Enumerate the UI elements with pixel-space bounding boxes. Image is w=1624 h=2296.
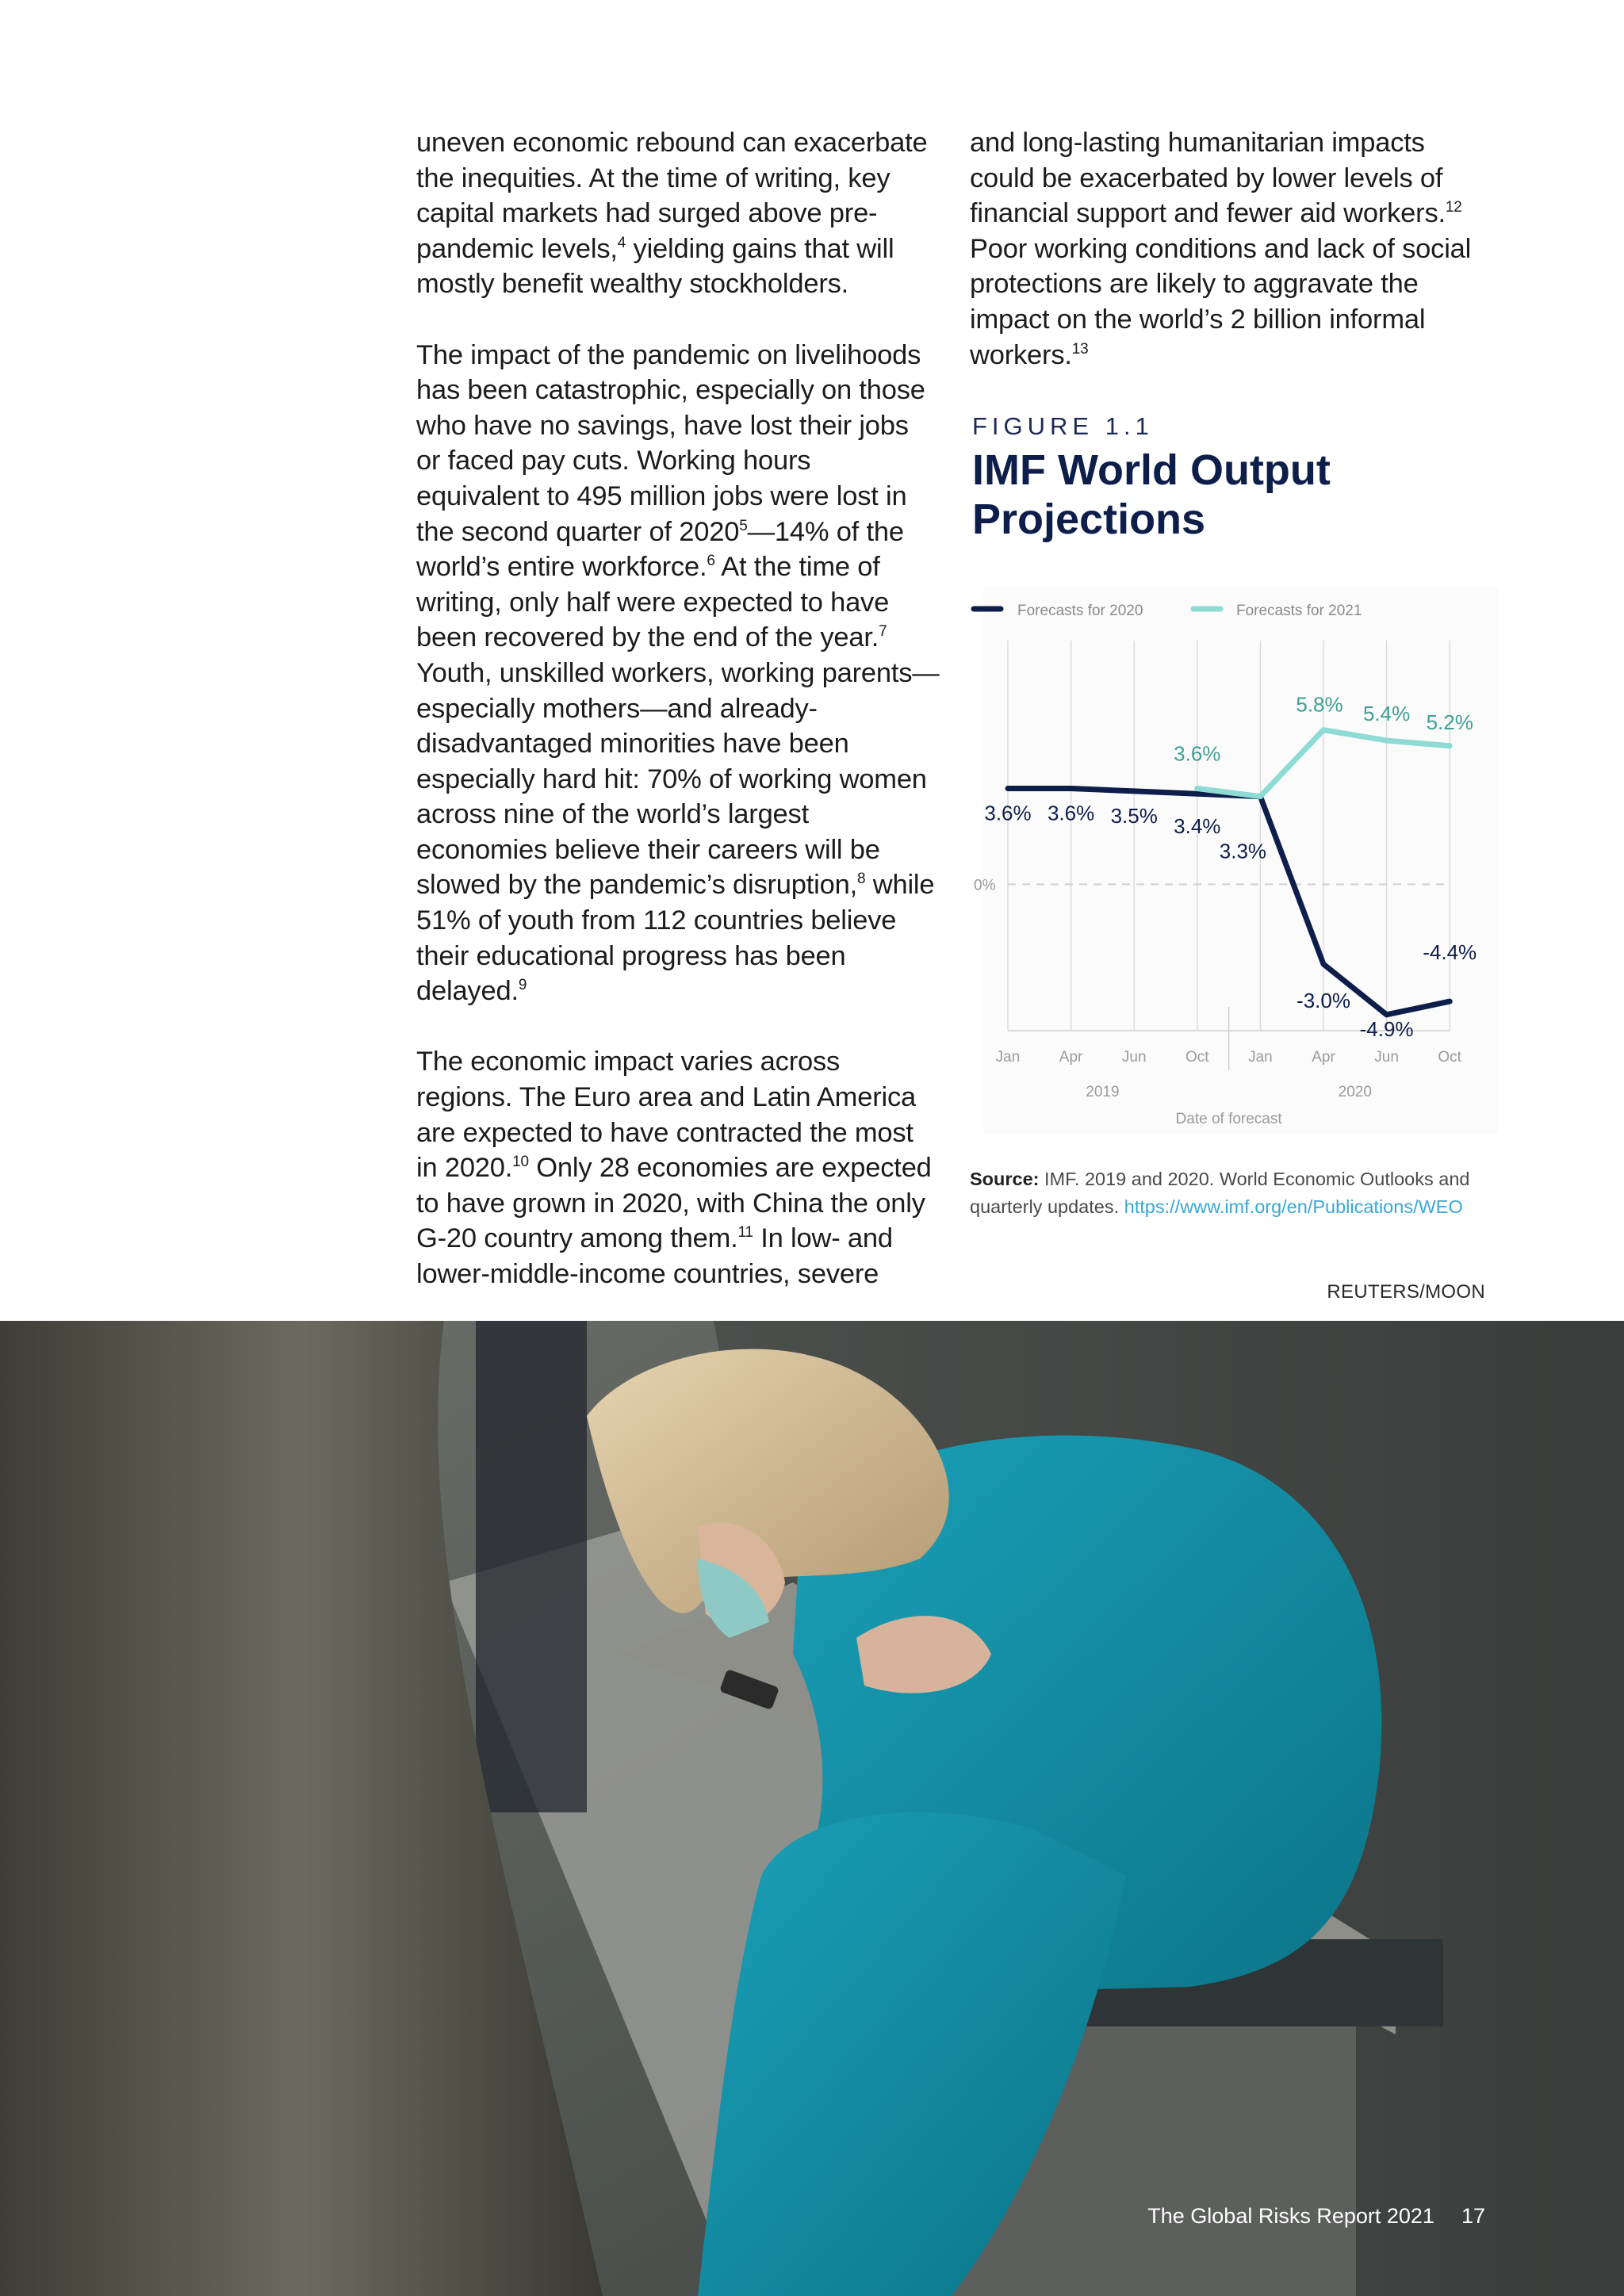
year-label: 2020 xyxy=(1338,1084,1372,1100)
footnote-ref[interactable]: 9 xyxy=(518,977,527,994)
data-label-2020: 3.5% xyxy=(1110,803,1158,828)
photo-credit: REUTERS/MOON xyxy=(1327,1281,1485,1303)
legend-label-2021: Forecasts for 2021 xyxy=(1236,603,1362,619)
page-footer xyxy=(1147,2204,1485,2229)
data-label-2021: 5.8% xyxy=(1296,692,1343,717)
data-label-2020: 3.3% xyxy=(1219,839,1267,863)
body-text-left-column xyxy=(416,125,940,1292)
paragraph: and long-lasting humanitarian impacts could be exacerbated by lower levels of financial support and fewer aid workers.$^{12}$ Poor working conditions and lack of social protections are likely to aggravate the impact on the world’s 2 billion informal workers.$^{13}$ xyxy=(970,128,1472,370)
legend-label-2020: Forecasts for 2020 xyxy=(1017,603,1143,619)
data-label-2020: -4.4% xyxy=(1423,940,1477,965)
data-label-2021: 5.2% xyxy=(1426,710,1473,734)
x-tick-label: Oct xyxy=(1185,1049,1209,1066)
x-tick-label: Jan xyxy=(1248,1049,1273,1066)
paragraph: The economic impact varies across regions. The Euro area and Latin America are expected to have contracted the most in 2020.10 Only 28 economies are expected to have grown in 2020, with China the only G-20 country among them.$^{11}$ In low- and lower-middle-income countries, severe xyxy=(416,1047,932,1289)
x-tick-label: Oct xyxy=(1438,1049,1461,1066)
passerby-legs xyxy=(476,1321,587,1812)
footnote-ref[interactable]: 13 xyxy=(1071,340,1089,358)
data-label-2020: 3.6% xyxy=(984,801,1032,825)
body-text-right-column xyxy=(970,125,1485,373)
source-text: IMF. 2019 and 2020. World Economic Outlooks and quarterly updates. xyxy=(970,1169,1470,1217)
figure-title: IMF World Output Projections xyxy=(972,446,1331,543)
imf-output-chart xyxy=(959,579,1499,1134)
x-tick-label: Apr xyxy=(1312,1049,1335,1066)
data-label-2020: -3.0% xyxy=(1297,989,1350,1013)
paragraph: uneven economic rebound can exacerbate the inequities. At the time of writing, key capital markets had surged above pre-pandemic levels,$^4$ yielding gains that will mostly benefit wealthy stockholders. xyxy=(416,128,928,300)
data-label-2021: 3.6% xyxy=(1174,741,1221,766)
data-label-2020: 3.6% xyxy=(1047,801,1095,825)
footnote-ref[interactable]: 4 xyxy=(617,234,626,251)
page-number: 17 xyxy=(1461,2204,1485,2228)
paragraph: The impact of the pandemic on livelihoods has been catastrophic, especially on those who have no savings, have lost their jobs or faced pay cuts. Working hours equivalent to 495 million jobs were lost in the second quarter of 2020$^5$—14% of the world’s entire workforce.$^6$ At the time of writing, only half were expected to have been recovered by the end of the year.$^7$ Youth, unskilled workers, working parents—especially mothers—and already-disadvantaged minorities have been especially hard hit: 70% of working women across nine of the world’s largest economies believe their careers will be slowed by the pandemic’s disruption,$^8$ while 51% of youth from 112 countries believe their educational progress has been delayed.$^9$ xyxy=(416,339,940,1007)
editorial-photo xyxy=(0,1321,1624,2296)
footnote-ref[interactable]: 12 xyxy=(1445,199,1462,216)
x-tick-label: Apr xyxy=(1059,1049,1083,1066)
x-axis-title: Date of forecast xyxy=(1175,1111,1282,1127)
footnote-ref[interactable]: 10 xyxy=(512,1154,529,1171)
x-tick-label: Jun xyxy=(1374,1049,1399,1066)
source-link[interactable]: https://www.imf.org/en/Publications/WEO xyxy=(1124,1196,1463,1217)
x-tick-label: Jan xyxy=(995,1049,1021,1066)
footnote-ref[interactable]: 11 xyxy=(737,1224,753,1242)
data-label-2020: 3.4% xyxy=(1174,814,1221,839)
figure-source-note xyxy=(970,1165,1493,1221)
data-label-2021: 5.4% xyxy=(1362,702,1411,726)
x-tick-label: Jun xyxy=(1121,1049,1147,1066)
footnote-ref[interactable]: 7 xyxy=(879,623,887,641)
footnote-ref[interactable]: 5 xyxy=(739,517,748,534)
footnote-ref[interactable]: 8 xyxy=(857,871,866,888)
source-label: Source: xyxy=(970,1169,1040,1189)
footnote-ref[interactable]: 6 xyxy=(707,553,715,570)
data-label-2020: -4.9% xyxy=(1359,1016,1414,1041)
figure-label: FIGURE 1.1 xyxy=(972,412,1154,440)
year-label: 2019 xyxy=(1086,1084,1120,1100)
zero-label: 0% xyxy=(974,877,996,894)
report-title: The Global Risks Report 2021 xyxy=(1147,2204,1434,2228)
photo-illustration xyxy=(0,1321,1624,2296)
